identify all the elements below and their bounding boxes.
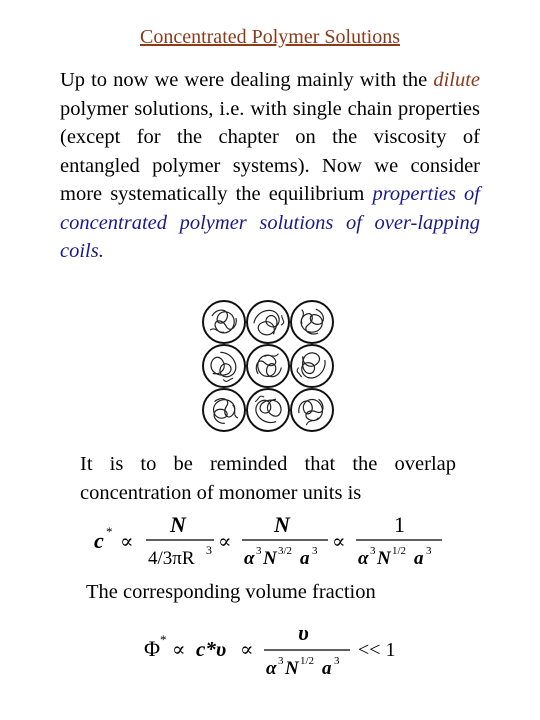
eq1-frac3-den-n: N: [377, 548, 391, 569]
eq2-num: υ: [298, 620, 309, 645]
eq1-frac2-den-n-sup: 3/2: [278, 545, 293, 557]
chain-strand: [299, 306, 326, 336]
eq2-den-a: a: [322, 658, 332, 679]
eq1-frac2-den-alpha: α: [244, 548, 255, 569]
polymer-coil: [247, 345, 289, 387]
chain-strand: [295, 350, 327, 384]
eq1-frac3-den-a-sup: 3: [426, 545, 432, 557]
eq1-frac3-den-alpha: α: [358, 548, 369, 569]
volume-fraction-equation: [140, 620, 420, 680]
chain-strand: [252, 395, 283, 424]
volume-fraction-text: The corresponding volume fraction: [86, 581, 376, 603]
eq2-rhs: << 1: [358, 639, 396, 661]
eq1-prop-3: ∝: [332, 531, 346, 553]
eq1-frac3-den-alpha-sup: 3: [370, 545, 376, 557]
chain-strand: [294, 393, 329, 427]
eq2-lhs-sup: *: [160, 632, 167, 647]
polymer-coil: [247, 301, 289, 343]
eq1-lhs-sup: *: [106, 524, 113, 539]
eq1-frac2-den-a: a: [300, 548, 310, 569]
page-title: Concentrated Polymer Solutions: [140, 26, 400, 48]
intro-paragraph: [60, 66, 480, 266]
eq1-prop-2: ∝: [218, 531, 232, 553]
polymer-coil: [203, 345, 245, 387]
polymer-coil: [291, 301, 333, 343]
eq1-prop-1: ∝: [120, 531, 134, 553]
eq1-frac1-den: 4/3πR: [148, 548, 195, 569]
polymer-coil: [247, 389, 289, 431]
eq1-frac3-den-n-sup: 1/2: [392, 545, 407, 557]
overlap-paragraph: It is to be reminded that the overlap concentration of monomer units is: [80, 453, 456, 504]
eq1-frac2-den-a-sup: 3: [312, 545, 318, 557]
eq2-mid: c*υ: [196, 637, 227, 661]
eq1-frac1-den-sup: 3: [206, 543, 212, 557]
overlap-concentration-equation: [90, 510, 450, 570]
polymer-coil: [291, 345, 333, 387]
chain-strand: [207, 349, 243, 384]
polymer-coil: [291, 389, 333, 431]
eq2-den-alpha: α: [266, 658, 277, 679]
chain-strand: [253, 351, 286, 381]
eq2-prop-1: ∝: [172, 639, 186, 661]
eq1-frac2-den-alpha-sup: 3: [256, 545, 262, 557]
overlapping-coils-figure: [200, 298, 336, 434]
chain-strand: [210, 310, 236, 333]
eq2-prop-2: ∝: [240, 639, 254, 661]
eq1-frac3-den-a: a: [414, 548, 424, 569]
eq2-den-n: N: [285, 658, 299, 679]
intro-text-1: Up to now we were dealing mainly with the: [60, 69, 434, 91]
eq2-den-a-sup: 3: [334, 655, 340, 667]
eq1-frac3-num: 1: [394, 512, 405, 537]
emphasis-phrase: properties of concentrated polymer solutions of over-lapping coils.: [60, 183, 480, 262]
eq2-den-alpha-sup: 3: [278, 655, 284, 667]
eq2-lhs: Φ: [144, 636, 161, 661]
chain-strand: [208, 394, 241, 428]
eq1-frac2-den-n: N: [263, 548, 277, 569]
dilute-term: dilute: [433, 69, 480, 91]
eq1-frac2-num: N: [274, 512, 290, 537]
intro-text-2: polymer solutions, i.e. with single chain properties (except for the chapter on the viscosity of entangled polymer systems). Now we consider more systematically the equilibrium: [60, 97, 480, 205]
polymer-coil: [203, 301, 245, 343]
chain-strand: [250, 304, 286, 340]
eq1-frac1-num: N: [170, 512, 186, 537]
eq1-lhs: c: [94, 528, 104, 553]
polymer-coil: [203, 389, 245, 431]
eq2-den-n-sup: 1/2: [300, 655, 315, 667]
